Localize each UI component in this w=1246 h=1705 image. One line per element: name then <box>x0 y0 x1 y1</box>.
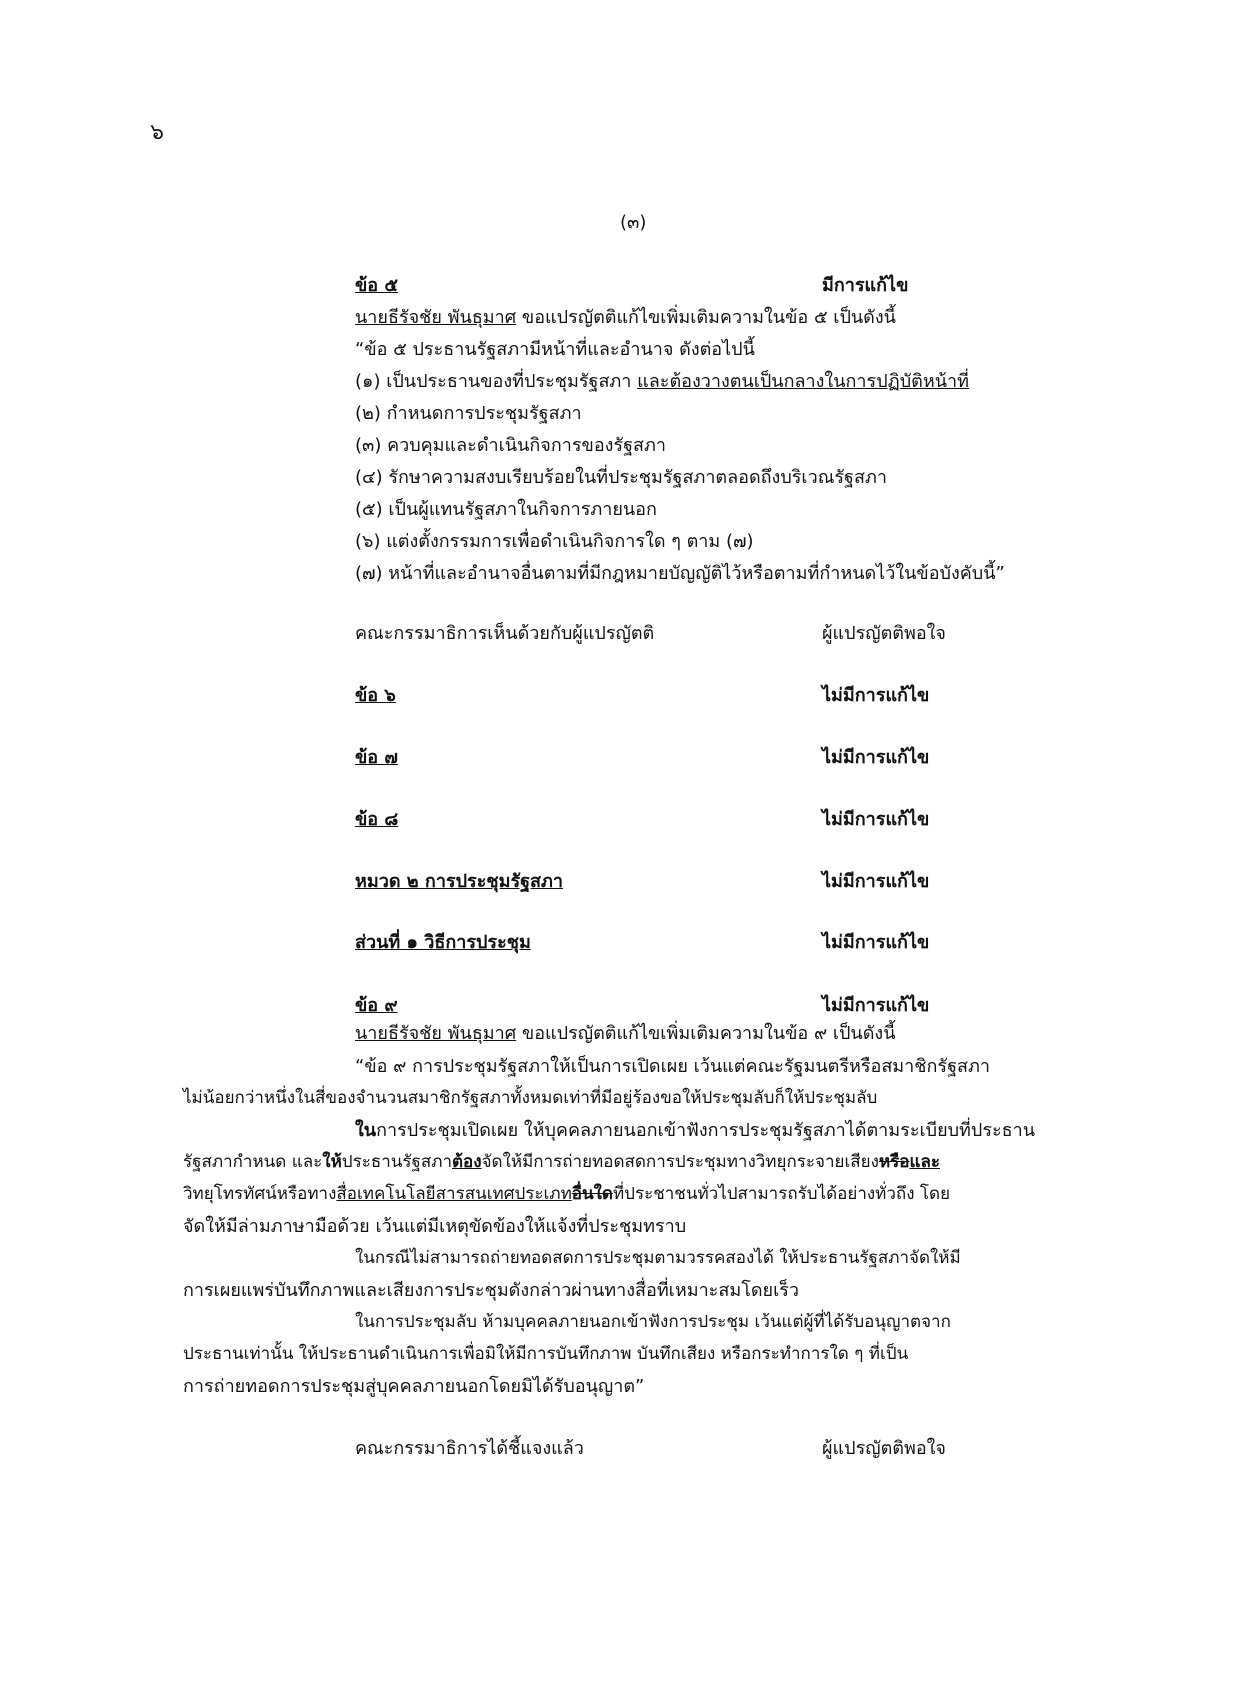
row-6-status: ไม่มีการแก้ไข <box>822 685 930 706</box>
section-5-result: ผู้แปรญัตติพอใจ <box>822 623 946 644</box>
section-9-para-4-line-3: การถ่ายทอดการประชุมสู่บุคคลภายนอกโดยมิได้รับอนุญาต” <box>183 1376 645 1397</box>
section-5-item-7: (๗) หน้าที่และอำนาจอื่นตามที่มีกฎหมายบัญญัติไว้หรือตามที่กำหนดไว้ในข้อบังคับนี้” <box>355 563 1005 584</box>
deletion: อื่นใด <box>571 1184 613 1204</box>
section-9-para-3-line-1: ในกรณีไม่สามารถถ่ายทอดสดการประชุมตามวรรคสองได้ ให้ประธานรัฐสภาจัดให้มี <box>355 1248 961 1268</box>
text: ประธานรัฐสภา <box>341 1152 453 1172</box>
insertion: สื่อเทคโนโลยีสารสนเทศประเภท <box>336 1184 572 1204</box>
row-7-label: ข้อ ๗ <box>355 747 398 768</box>
section-5-item-6: (๖) แต่งตั้งกรรมการเพื่อดำเนินกิจการใด ๆ ตาม (๗) <box>355 531 754 552</box>
row-8-status: ไม่มีการแก้ไข <box>822 809 930 830</box>
text: วิทยุโทรทัศน์หรือทาง <box>183 1184 337 1204</box>
section-9-proposer <box>355 1023 896 1045</box>
section-5-item-3: (๓) ควบคุมและดำเนินกิจการของรัฐสภา <box>355 435 666 456</box>
proposer-text: ขอแปรญัตติแก้ไขเพิ่มเติมความในข้อ ๙ เป็นดังนี้ <box>516 1023 896 1044</box>
section-5-item-4: (๔) รักษาความสงบเรียบร้อยในที่ประชุมรัฐสภาตลอดถึงบริเวณรัฐสภา <box>355 467 887 488</box>
part-1-status: ไม่มีการแก้ไข <box>822 932 930 953</box>
section-9-para-4-line-1: ในการประชุมลับ ห้ามบุคคลภายนอกเข้าฟังการประชุม เว้นแต่ผู้ที่ได้รับอนุญาตจาก <box>355 1312 951 1332</box>
section-9-committee-note: คณะกรรมาธิการได้ชี้แจงแล้ว <box>355 1438 584 1459</box>
section-9-para-2-line-3 <box>183 1184 950 1204</box>
section-9-para-3-line-2: การเผยแพร่บันทึกภาพและเสียงการประชุมดังกล่าวผ่านทางสื่อที่เหมาะสมโดยเร็ว <box>183 1280 800 1301</box>
deletion: หรือ <box>878 1152 910 1172</box>
section-9-para-2-line-4: จัดให้มีล่ามภาษามือด้วย เว้นแต่มีเหตุขัดข้องให้แจ้งที่ประชุมทราบ <box>183 1216 687 1237</box>
text: ที่ประชาชนทั่วไปสามารถรับได้อย่างทั่วถึง โดย <box>612 1184 951 1204</box>
proposer-name: นายธีรัจชัย พันธุมาศ <box>355 307 517 328</box>
text: จัดให้มีการถ่ายทอดสดการประชุมทางวิทยุกระจายเสียง <box>481 1152 879 1172</box>
chapter-2-status: ไม่มีการแก้ไข <box>822 871 930 892</box>
proposer-text: ขอแปรญัตติแก้ไขเพิ่มเติมความในข้อ ๕ เป็นดังนี้ <box>516 307 896 328</box>
chapter-2-label: หมวด ๒ การประชุมรัฐสภา <box>355 871 564 892</box>
row-7-status: ไม่มีการแก้ไข <box>822 747 930 768</box>
section-9-para-4-line-2: ประธานเท่านั้น ให้ประธานดำเนินการเพื่อมิให้มีการบันทึกภาพ บันทึกเสียง หรือกระทำการใด ๆ ที่เป็น <box>183 1344 909 1364</box>
section-9-para-1-line-2: ไม่น้อยกว่าหนึ่งในสี่ของจำนวนสมาชิกรัฐสภาทั้งหมดเท่าที่มีอยู่ร้องขอให้ประชุมลับก็ให้ประชุมลับ <box>183 1088 878 1108</box>
page-number: ๖ <box>150 120 164 145</box>
item-1-amendment: และต้องวางตนเป็นกลางในการปฏิบัติหน้าที่ <box>637 371 969 392</box>
section-5-status: มีการแก้ไข <box>822 275 909 296</box>
section-5-quote-open: “ข้อ ๕ ประธานรัฐสภามีหน้าที่และอำนาจ ดังต่อไปนี้ <box>355 339 755 360</box>
insertion: ต้อง <box>452 1152 482 1172</box>
insertion: ใน <box>355 1120 377 1141</box>
item-1-text: (๑) เป็นประธานของที่ประชุมรัฐสภา <box>355 371 638 392</box>
sheet-number: (๓) <box>620 212 647 233</box>
section-5-committee-note: คณะกรรมาธิการเห็นด้วยกับผู้แปรญัตติ <box>355 623 655 644</box>
section-9-para-2-line-2 <box>183 1152 940 1172</box>
section-5-item-5: (๕) เป็นผู้แทนรัฐสภาในกิจการภายนอก <box>355 499 657 520</box>
text: การประชุมเปิดเผย ให้บุคคลภายนอกเข้าฟังการประชุมรัฐสภาได้ตามระเบียบที่ประธาน <box>376 1120 1036 1141</box>
section-9-status: ไม่มีการแก้ไข <box>822 995 930 1016</box>
part-1-label: ส่วนที่ ๑ วิธีการประชุม <box>355 932 531 953</box>
section-5-proposer <box>355 307 896 329</box>
insertion: ให้ <box>322 1152 342 1172</box>
section-9-heading: ข้อ ๙ <box>355 995 398 1016</box>
section-5-heading: ข้อ ๕ <box>355 275 399 296</box>
section-9-para-2-line-1 <box>355 1120 1035 1142</box>
section-9-result: ผู้แปรญัตติพอใจ <box>822 1438 946 1459</box>
text: รัฐสภากำหนด และ <box>183 1152 323 1172</box>
section-5-item-2: (๒) กำหนดการประชุมรัฐสภา <box>355 403 582 424</box>
proposer-name: นายธีรัจชัย พันธุมาศ <box>355 1023 517 1044</box>
insertion: และ <box>909 1152 940 1172</box>
row-8-label: ข้อ ๘ <box>355 809 399 830</box>
section-9-para-1-line-1: “ข้อ ๙ การประชุมรัฐสภาให้เป็นการเปิดเผย เว้นแต่คณะรัฐมนตรีหรือสมาชิกรัฐสภา <box>355 1056 990 1077</box>
row-6-label: ข้อ ๖ <box>355 685 396 706</box>
section-5-item-1 <box>355 371 969 393</box>
